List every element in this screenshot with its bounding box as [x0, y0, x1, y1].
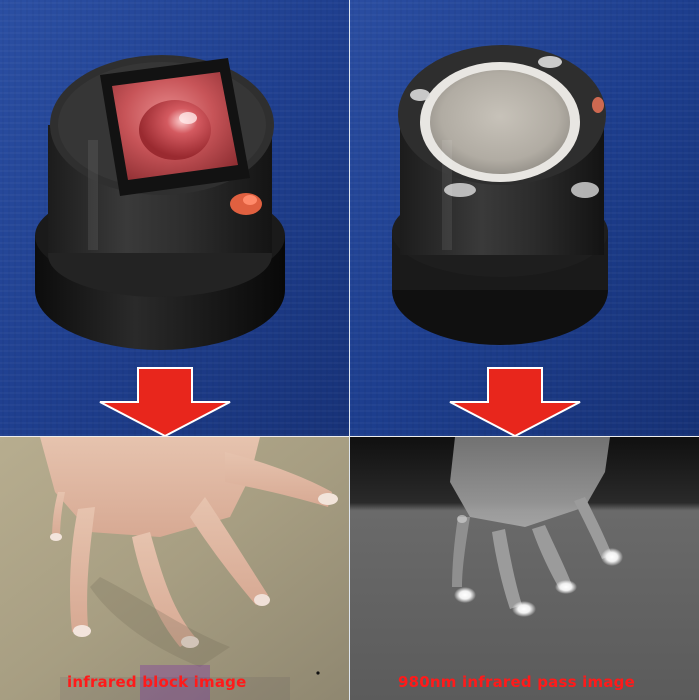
arrow-down-right-icon	[450, 368, 580, 436]
arrow-down-left-icon	[100, 368, 230, 436]
caption-infrared-block: infrared block image	[67, 673, 247, 691]
panel-divider-vertical	[349, 0, 350, 700]
panel-divider-horizontal	[0, 436, 699, 437]
caption-infrared-pass: 980nm infrared pass image	[398, 673, 635, 691]
